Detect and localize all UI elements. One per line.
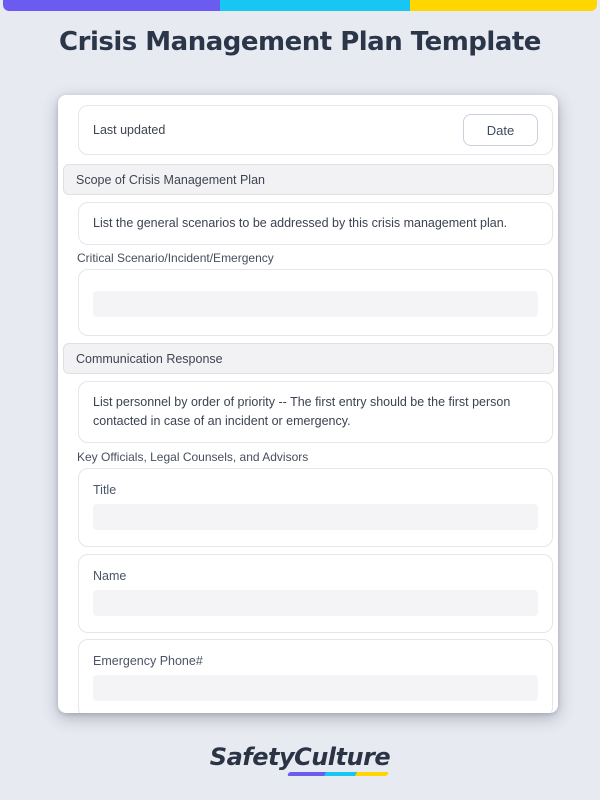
name-input[interactable]: [93, 590, 538, 616]
accent-cyan-segment: [220, 0, 410, 11]
critical-scenario-input[interactable]: [93, 291, 538, 317]
title-field-card: [78, 468, 553, 547]
emergency-phone-input[interactable]: [93, 675, 538, 701]
section-header-communication: [63, 343, 554, 374]
scope-description-card: [78, 202, 553, 245]
last-updated-label: Last updated: [93, 123, 166, 137]
title-input[interactable]: [93, 504, 538, 530]
section-header-scope-label: Scope of Crisis Management Plan: [76, 172, 265, 187]
emergency-phone-field-card: [78, 639, 553, 713]
name-field-label: Name: [93, 569, 127, 583]
date-button[interactable]: Date: [463, 114, 538, 146]
footer: [0, 743, 600, 771]
accent-yellow-segment: [410, 0, 597, 11]
template-preview-sheet: [58, 95, 558, 713]
critical-scenario-field-card: [78, 269, 553, 336]
section-header-scope: [63, 164, 554, 195]
logo-gradient-underline: [287, 772, 389, 776]
communication-description-card: [78, 381, 553, 443]
logo-safety-text: Safety: [209, 743, 295, 771]
critical-scenario-label: Critical Scenario/Incident/Emergency: [77, 251, 274, 265]
communication-description-text: List personnel by order of priority -- The first entry should be the first person contacted in case of an incident or emergency.: [93, 395, 511, 428]
safetyculture-logo: [210, 743, 390, 771]
accent-purple-segment: [3, 0, 220, 11]
emergency-phone-field-label: Emergency Phone#: [93, 654, 203, 668]
logo-culture-text: Culture: [294, 743, 391, 771]
page-title: Crisis Management Plan Template: [59, 27, 541, 57]
scope-description-text: List the general scenarios to be addressed by this crisis management plan.: [93, 216, 508, 230]
last-updated-row: [78, 105, 553, 155]
section-header-communication-label: Communication Response: [76, 351, 223, 366]
name-field-card: [78, 554, 553, 633]
brand-accent-bar: [3, 0, 597, 11]
key-officials-group-label: Key Officials, Legal Counsels, and Advisors: [77, 450, 309, 464]
title-field-label: Title: [93, 483, 117, 497]
